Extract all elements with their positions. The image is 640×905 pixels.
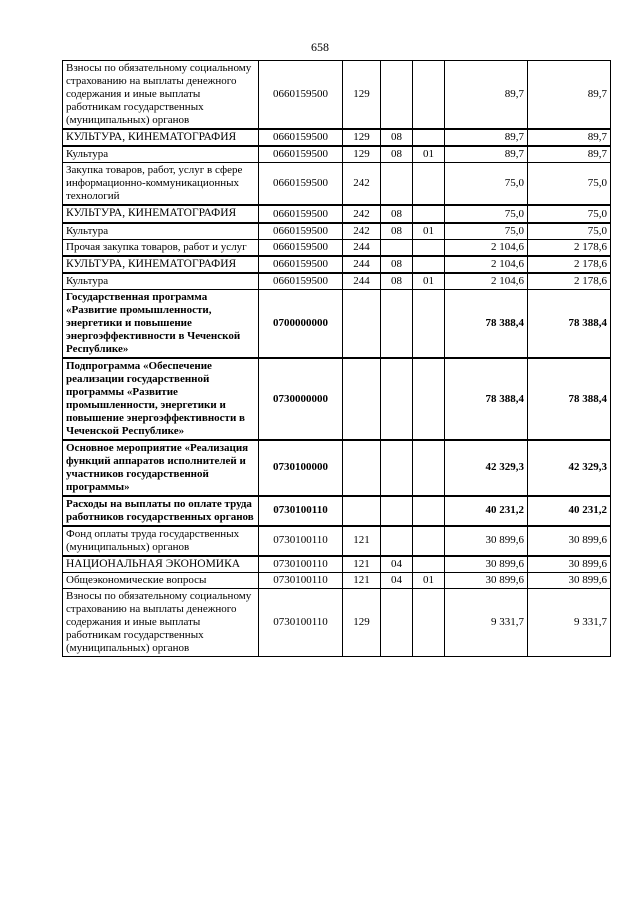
row-csr-code: 0730100110 (259, 526, 343, 556)
table-row (63, 223, 611, 239)
page-number: 658 (311, 40, 329, 54)
row-pr-code (413, 556, 445, 573)
row-pr-code (413, 358, 445, 440)
table-row (63, 61, 611, 129)
table-row (63, 526, 611, 556)
row-rz-code: 08 (381, 273, 413, 289)
row-name: Культура (63, 223, 259, 239)
row-vr-code (343, 440, 381, 496)
row-vr-code: 129 (343, 61, 381, 129)
row-vr-code: 244 (343, 273, 381, 289)
row-name: Прочая закупка товаров, работ и услуг (63, 239, 259, 255)
row-amount-1: 89,7 (445, 146, 528, 162)
row-amount-2: 89,7 (528, 61, 611, 129)
row-rz-code: 08 (381, 129, 413, 147)
row-name: Основное мероприятие «Реализация функций аппаратов исполнителей и участников государственной программы» (63, 440, 259, 496)
row-pr-code (413, 290, 445, 358)
row-name: КУЛЬТУРА, КИНЕМАТОГРАФИЯ (63, 256, 259, 274)
row-name: Расходы на выплаты по оплате труда работников государственных органов (63, 496, 259, 526)
row-amount-1: 30 899,6 (445, 526, 528, 556)
row-vr-code: 121 (343, 556, 381, 573)
row-csr-code: 0660159500 (259, 129, 343, 147)
row-amount-1: 75,0 (445, 205, 528, 223)
table-row (63, 163, 611, 205)
row-csr-code: 0660159500 (259, 239, 343, 255)
row-amount-1: 2 104,6 (445, 273, 528, 289)
row-amount-2: 30 899,6 (528, 573, 611, 589)
row-name: Общеэкономические вопросы (63, 573, 259, 589)
row-vr-code (343, 358, 381, 440)
row-amount-2: 75,0 (528, 223, 611, 239)
row-csr-code: 0660159500 (259, 256, 343, 274)
row-csr-code: 0660159500 (259, 205, 343, 223)
row-amount-2: 89,7 (528, 146, 611, 162)
row-amount-1: 2 104,6 (445, 256, 528, 274)
row-vr-code: 244 (343, 239, 381, 255)
row-rz-code: 08 (381, 223, 413, 239)
row-name: Государственная программа «Развитие промышленности, энергетики и повышение энергоэффективности в Чеченской Республике» (63, 290, 259, 358)
row-rz-code (381, 440, 413, 496)
row-pr-code: 01 (413, 573, 445, 589)
row-amount-1: 78 388,4 (445, 290, 528, 358)
row-vr-code: 129 (343, 146, 381, 162)
row-amount-2: 75,0 (528, 205, 611, 223)
row-amount-2: 78 388,4 (528, 290, 611, 358)
row-csr-code: 0730100110 (259, 589, 343, 657)
table-body (63, 61, 611, 657)
row-name: НАЦИОНАЛЬНАЯ ЭКОНОМИКА (63, 556, 259, 573)
row-vr-code: 244 (343, 256, 381, 274)
row-pr-code (413, 61, 445, 129)
table-row (63, 129, 611, 147)
table-row (63, 556, 611, 573)
row-rz-code: 04 (381, 573, 413, 589)
row-rz-code (381, 496, 413, 526)
row-vr-code: 121 (343, 526, 381, 556)
row-name: Культура (63, 273, 259, 289)
row-amount-2: 89,7 (528, 129, 611, 147)
row-name: Фонд оплаты труда государственных (муниципальных) органов (63, 526, 259, 556)
row-amount-1: 30 899,6 (445, 556, 528, 573)
row-amount-1: 75,0 (445, 163, 528, 205)
table-row (63, 573, 611, 589)
row-rz-code: 08 (381, 256, 413, 274)
row-pr-code (413, 239, 445, 255)
row-amount-1: 78 388,4 (445, 358, 528, 440)
row-pr-code: 01 (413, 273, 445, 289)
row-rz-code: 04 (381, 556, 413, 573)
row-pr-code: 01 (413, 146, 445, 162)
row-pr-code (413, 205, 445, 223)
row-vr-code: 129 (343, 129, 381, 147)
row-vr-code: 129 (343, 589, 381, 657)
row-vr-code: 242 (343, 163, 381, 205)
row-csr-code: 0660159500 (259, 223, 343, 239)
row-csr-code: 0660159500 (259, 146, 343, 162)
row-rz-code (381, 163, 413, 205)
row-pr-code (413, 256, 445, 274)
row-amount-2: 42 329,3 (528, 440, 611, 496)
row-csr-code: 0730100110 (259, 496, 343, 526)
budget-table (62, 60, 611, 657)
row-amount-2: 2 178,6 (528, 273, 611, 289)
row-pr-code (413, 440, 445, 496)
row-csr-code: 0660159500 (259, 61, 343, 129)
row-pr-code: 01 (413, 223, 445, 239)
table-row (63, 440, 611, 496)
row-csr-code: 0730000000 (259, 358, 343, 440)
row-rz-code (381, 61, 413, 129)
table-row (63, 496, 611, 526)
row-vr-code: 121 (343, 573, 381, 589)
row-vr-code (343, 290, 381, 358)
table-row (63, 239, 611, 255)
row-amount-1: 40 231,2 (445, 496, 528, 526)
row-rz-code: 08 (381, 146, 413, 162)
row-csr-code: 0730100000 (259, 440, 343, 496)
row-rz-code (381, 526, 413, 556)
row-amount-1: 30 899,6 (445, 573, 528, 589)
row-pr-code (413, 129, 445, 147)
row-name: Взносы по обязательному социальному страхованию на выплаты денежного содержания и иные выплаты работникам государственных (муниципальных) органов (63, 61, 259, 129)
row-name: Подпрограмма «Обеспечение реализации государственной программы «Развитие промышленности, энергетики и повышение энергоэффективности в Чеченской Республике» (63, 358, 259, 440)
row-csr-code: 0700000000 (259, 290, 343, 358)
row-pr-code (413, 496, 445, 526)
row-pr-code (413, 526, 445, 556)
table-row (63, 146, 611, 162)
row-name: КУЛЬТУРА, КИНЕМАТОГРАФИЯ (63, 205, 259, 223)
row-amount-2: 40 231,2 (528, 496, 611, 526)
row-vr-code: 242 (343, 205, 381, 223)
row-csr-code: 0730100110 (259, 573, 343, 589)
row-rz-code (381, 290, 413, 358)
row-rz-code (381, 358, 413, 440)
row-amount-1: 89,7 (445, 61, 528, 129)
table-row (63, 205, 611, 223)
row-amount-1: 75,0 (445, 223, 528, 239)
row-name: КУЛЬТУРА, КИНЕМАТОГРАФИЯ (63, 129, 259, 147)
row-amount-1: 9 331,7 (445, 589, 528, 657)
table-row (63, 358, 611, 440)
row-csr-code: 0660159500 (259, 273, 343, 289)
row-csr-code: 0660159500 (259, 163, 343, 205)
row-amount-1: 2 104,6 (445, 239, 528, 255)
row-amount-2: 30 899,6 (528, 556, 611, 573)
row-vr-code: 242 (343, 223, 381, 239)
row-amount-1: 42 329,3 (445, 440, 528, 496)
table-row (63, 256, 611, 274)
row-amount-2: 78 388,4 (528, 358, 611, 440)
row-amount-2: 2 178,6 (528, 239, 611, 255)
row-amount-2: 30 899,6 (528, 526, 611, 556)
row-csr-code: 0730100110 (259, 556, 343, 573)
table-row (63, 273, 611, 289)
row-amount-1: 89,7 (445, 129, 528, 147)
row-rz-code: 08 (381, 205, 413, 223)
row-rz-code (381, 239, 413, 255)
row-rz-code (381, 589, 413, 657)
row-name: Культура (63, 146, 259, 162)
table-row (63, 589, 611, 657)
row-pr-code (413, 163, 445, 205)
row-amount-2: 75,0 (528, 163, 611, 205)
row-pr-code (413, 589, 445, 657)
row-vr-code (343, 496, 381, 526)
table-row (63, 290, 611, 358)
row-name: Взносы по обязательному социальному страхованию на выплаты денежного содержания и иные выплаты работникам государственных (муниципальных) органов (63, 589, 259, 657)
row-amount-2: 2 178,6 (528, 256, 611, 274)
row-amount-2: 9 331,7 (528, 589, 611, 657)
row-name: Закупка товаров, работ, услуг в сфере информационно-коммуникационных технологий (63, 163, 259, 205)
